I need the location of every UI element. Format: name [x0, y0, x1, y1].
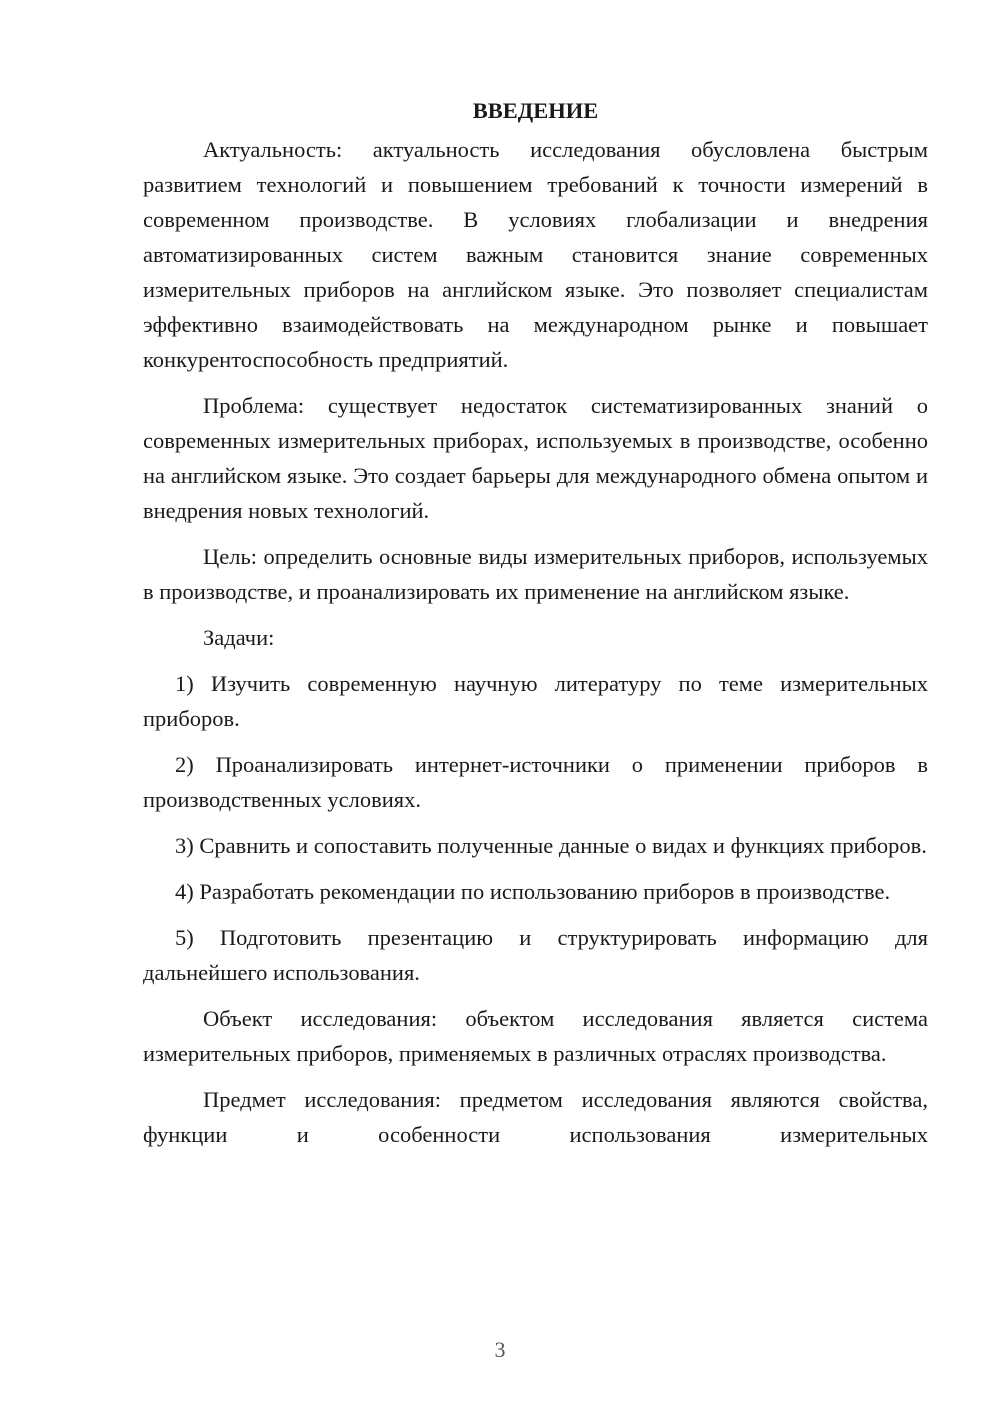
tasks-heading: Задачи: — [203, 625, 275, 650]
page-number: 3 — [494, 1337, 506, 1362]
paragraph-problem: Проблема: существует недостаток систематизированных знаний о современных измерительных приборах, используемых в производстве, особенно на английском языке. Это создает барьеры для международного обмена опытом и внедрения новых технологий. — [143, 393, 928, 523]
paragraph-actuality: Актуальность: актуальность исследования обусловлена быстрым развитием технологий и повышением требований к точности измерений в современном производстве. В условиях глобализации и внедрения автоматизированных систем важным становится знание современных измерительных приборов на английском языке. Это позволяет специалистам эффективно взаимодействовать на международном рынке и повышает конкурентоспособность предприятий. — [143, 137, 928, 372]
paragraph-subject: Предмет исследования: предметом исследования являются свойства, функции и особенности использования измерительных — [143, 1087, 928, 1147]
paragraph-object: Объект исследования: объектом исследования является система измерительных приборов, применяемых в различных отраслях производства. — [143, 1006, 928, 1066]
task-item-2: 2) Проанализировать интернет-источники о применении приборов в производственных условиях. — [143, 752, 928, 812]
task-item-4: 4) Разработать рекомендации по использованию приборов в производстве. — [175, 879, 891, 904]
task-item-3: 3) Сравнить и сопоставить полученные данные о видах и функциях приборов. — [175, 833, 927, 858]
paragraph-goal: Цель: определить основные виды измерительных приборов, используемых в производстве, и проанализировать их применение на английском языке. — [143, 544, 928, 604]
task-item-5: 5) Подготовить презентацию и структурировать информацию для дальнейшего использования. — [143, 925, 928, 985]
page-title: ВВЕДЕНИЕ — [472, 98, 599, 123]
task-item-1: 1) Изучить современную научную литературу по теме измерительных приборов. — [143, 671, 928, 731]
page-content — [143, 93, 928, 1163]
